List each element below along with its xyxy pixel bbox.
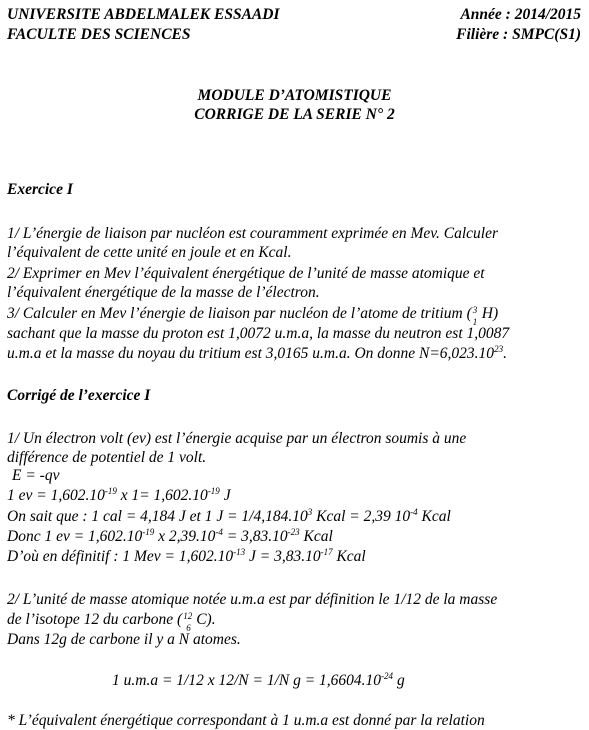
ev-joule-conversion: 1 ev = $1,602.10^{-19}$ x $1= 1,602.10^{-19}$ J — [7, 486, 231, 504]
question-2-line-2: l’équivalent énergétique de la masse de l’électron. — [7, 284, 320, 301]
energy-formula: E = -qv — [12, 467, 60, 484]
answer-2-line-5: * L’équivalent énergétique correspondant à 1 u.m.a est donné par la relation — [7, 712, 485, 729]
question-2-line-1: 2/ Exprimer en Mev l’équivalent énergétique de l’unité de masse atomique et — [7, 265, 485, 282]
university-name: UNIVERSITE ABDELMALEK ESSAADI — [7, 6, 280, 23]
answer-1-line-1: 1/ Un électron volt (ev) est l’énergie acquise par un électron soumis à une — [7, 430, 467, 447]
question-3-line-2: sachant que la masse du proton est 1,0072 u.m.a, la masse du neutron est 1,0087 — [7, 325, 510, 342]
series-title: CORRIGE DE LA SERIE N° 2 — [194, 106, 395, 123]
question-1-line-1: 1/ L’énergie de liaison par nucléon est couramment exprimée en Mev. Calculer — [7, 225, 498, 242]
question-1-line-2: l’équivalent de cette unité en joule et en Kcal. — [7, 244, 292, 261]
uma-formula: 1 u.m.a = 1/12 x 12/N = 1/N $g = 1,6604.10^{-24}$ g — [112, 671, 405, 689]
answer-2-line-1: 2/ L’unité de masse atomique notée u.m.a est par définition le 1/12 de la masse — [7, 591, 498, 608]
cal-joule-conversion: On sait que : 1 cal = 4,184 J et 1 $J = 1/4,184.10^3$ Kcal = 2,39 $10^{-4}$ Kcal — [7, 507, 451, 525]
answer-2-line-3: Dans 12g de carbone il y a N atomes. — [7, 631, 241, 648]
question-3-line-1: 3/ Calculer en Mev l’énergie de liaison par nucléon de l’atome de tritium ( 3 1 H) — [7, 305, 499, 327]
answer-1-line-2: différence de potentiel de 1 volt. — [7, 449, 207, 466]
faculty-name: FACULTE DES SCIENCES — [7, 26, 191, 43]
mev-final-conversion: D’où en définitif : 1 Mev = $1,602.10^{-13}$ $J = 3,83.10^{-17}$ Kcal — [7, 547, 366, 565]
module-title: MODULE D’ATOMISTIQUE — [197, 87, 392, 104]
tritium-isotope-symbol: 3 1 — [472, 305, 478, 327]
question-3-text: 3/ Calculer en Mev l’énergie de liaison par nucléon de l’atome de tritium ( — [7, 305, 472, 322]
correction-heading: Corrigé de l’exercice I — [7, 387, 151, 404]
answer-2-line-2: de l’isotope 12 du carbone ( 12 6 C). — [7, 611, 216, 633]
academic-year: Année : 2014/2015 — [460, 6, 581, 23]
ev-kcal-conversion: Donc 1 ev = $1,602.10^{-19}$ x $2,39.10^{-4} = 3,83.10^{-23}$ Kcal — [7, 527, 333, 545]
track-label: Filière : SMPC(S1) — [456, 26, 581, 43]
question-3-line-3: u.m.a et la masse du noyau du tritium est 3,0165 u.m.a. On donne $N=6,023.10^{23}$. — [7, 344, 507, 362]
carbon-isotope-symbol: 12 6 — [183, 611, 193, 633]
exercise-heading: Exercice I — [7, 181, 73, 198]
